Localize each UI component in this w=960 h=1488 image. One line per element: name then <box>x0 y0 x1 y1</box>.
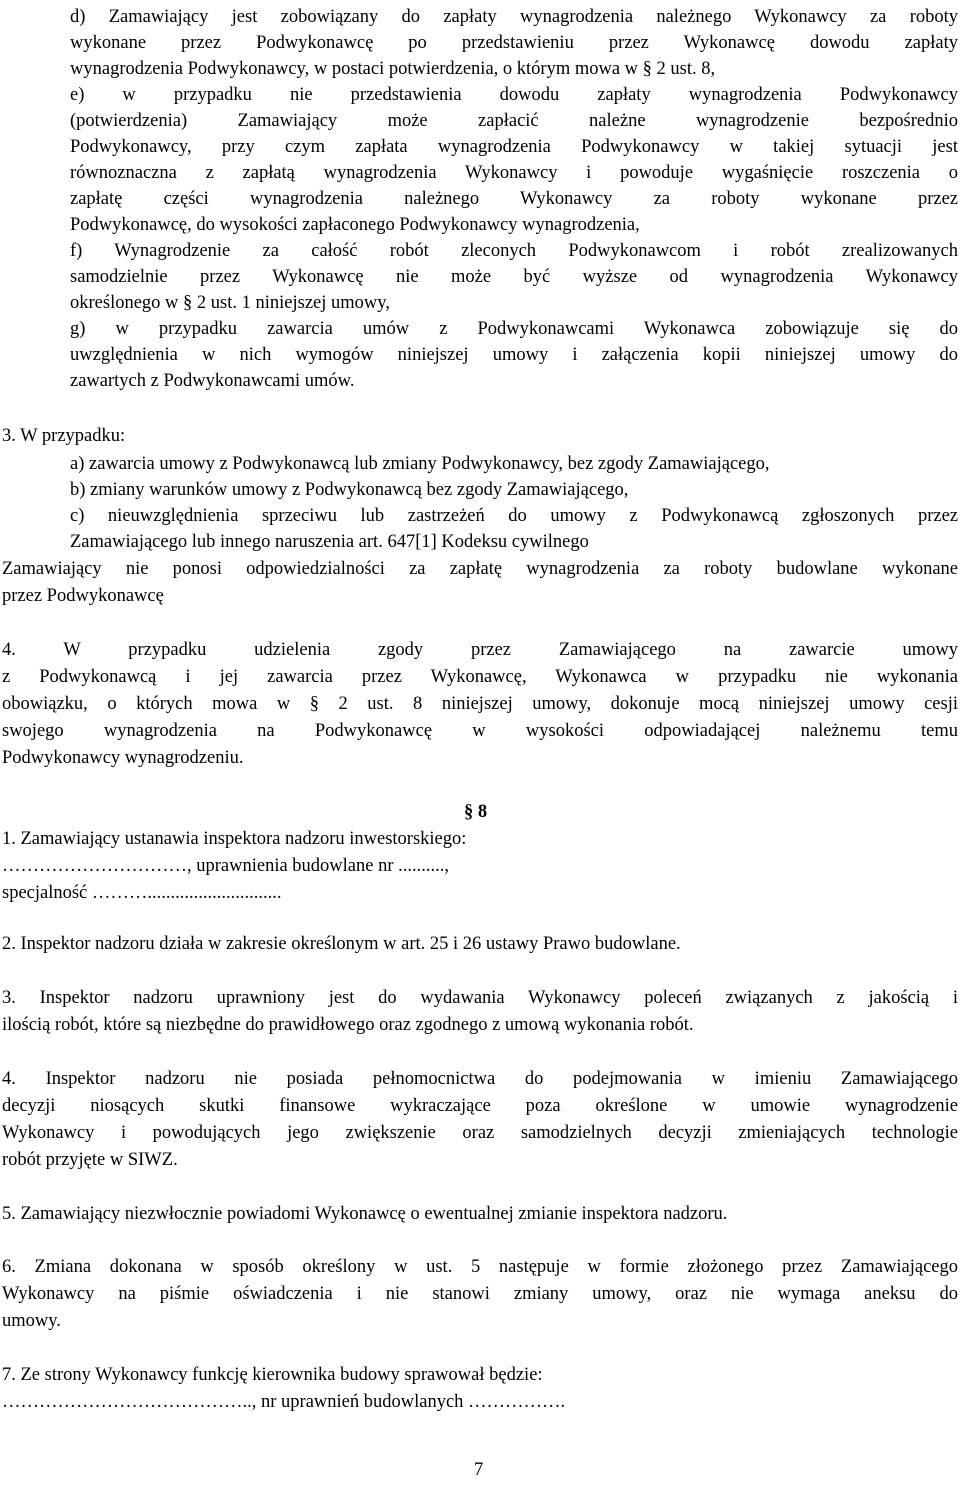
paragraph-line: samodzielnie przez Wykonawcę nie może być wyższe od wynagrodzenia Wykonawcy <box>70 267 958 287</box>
paragraph-line: określonego w § 2 ust. 1 niniejszej umowy, <box>70 293 390 313</box>
paragraph-line: 1. Zamawiający ustanawia inspektora nadzoru inwestorskiego: <box>2 829 467 849</box>
paragraph-line: 7. Ze strony Wykonawcy funkcję kierownika budowy sprawował będzie: <box>2 1365 543 1385</box>
paragraph-line: uwzględnienia w nich wymogów niniejszej umowy i załączenia kopii niniejszej umowy do <box>70 345 958 365</box>
paragraph-line: Podwykonawcę, do wysokości zapłaconego Podwykonawcy wynagrodzenia, <box>70 215 640 235</box>
paragraph-line: wynagrodzenia Podwykonawcy, w postaci potwierdzenia, o którym mowa w § 2 ust. 8, <box>70 59 716 79</box>
paragraph-line: zapłatę części wynagrodzenia należnego Wykonawcy za roboty wykonane przez <box>70 189 958 209</box>
paragraph-line: zawartych z Podwykonawcami umów. <box>70 371 355 391</box>
paragraph-line: f) Wynagrodzenie za całość robót zleconych Podwykonawcom i robót zrealizowanych <box>70 241 958 261</box>
paragraph-line: Wykonawcy na piśmie oświadczenia i nie stanowi zmiany umowy, oraz nie wymaga aneksu do <box>2 1284 958 1304</box>
paragraph-line: Podwykonawcy, przy czym zapłata wynagrodzenia Podwykonawcy w takiej sytuacji jest <box>70 137 958 157</box>
paragraph-line: 5. Zamawiający niezwłocznie powiadomi Wykonawcę o ewentualnej zmianie inspektora nadzoru. <box>2 1204 728 1224</box>
paragraph-line: c) nieuwzględnienia sprzeciwu lub zastrzeżeń do umowy z Podwykonawcą zgłoszonych przez <box>70 506 958 526</box>
paragraph-line: przez Podwykonawcę <box>2 586 164 606</box>
paragraph-line: z Podwykonawcą i jej zawarcia przez Wykonawcę, Wykonawca w przypadku nie wykonania <box>2 667 958 687</box>
paragraph-line: (potwierdzenia) Zamawiający może zapłacić należne wynagrodzenie bezpośrednio <box>70 111 958 131</box>
paragraph-line: 2. Inspektor nadzoru działa w zakresie określonym w art. 25 i 26 ustawy Prawo budowlane. <box>2 934 681 954</box>
page-number: 7 <box>474 1460 484 1480</box>
paragraph-line: a) zawarcia umowy z Podwykonawcą lub zmiany Podwykonawcy, bez zgody Zamawiającego, <box>70 454 770 474</box>
paragraph-line: Podwykonawcy wynagrodzeniu. <box>2 748 244 768</box>
paragraph-line: umowy. <box>2 1311 61 1331</box>
paragraph-line: ………………………………….., nr uprawnień budowlanych ……………. <box>2 1392 566 1412</box>
paragraph-line: d) Zamawiający jest zobowiązany do zapłaty wynagrodzenia należnego Wykonawcy za roboty <box>70 7 958 27</box>
paragraph-line: Zamawiający nie ponosi odpowiedzialności za zapłatę wynagrodzenia za roboty budowlane wykonane <box>2 559 958 579</box>
paragraph-line: 4. Inspektor nadzoru nie posiada pełnomocnictwa do podejmowania w imieniu Zamawiającego <box>2 1069 958 1089</box>
paragraph-line: e) w przypadku nie przedstawienia dowodu zapłaty wynagrodzenia Podwykonawcy <box>70 85 958 105</box>
paragraph-line: 4. W przypadku udzielenia zgody przez Zamawiającego na zawarcie umowy <box>2 640 958 660</box>
paragraph-line: decyzji niosących skutki finansowe wykraczające poza określone w umowie wynagrodzenie <box>2 1096 958 1116</box>
paragraph-line: …………………………, uprawnienia budowlane nr .........., <box>2 856 450 876</box>
paragraph-line: 6. Zmiana dokonana w sposób określony w ust. 5 następuje w formie złożonego przez Zamawiającego <box>2 1257 958 1277</box>
paragraph-line: 3. Inspektor nadzoru uprawniony jest do wydawania Wykonawcy poleceń związanych z jakością i <box>2 988 958 1008</box>
paragraph-line: g) w przypadku zawarcia umów z Podwykonawcami Wykonawca zobowiązuje się do <box>70 319 958 339</box>
paragraph-line: ilością robót, które są niezbędne do prawidłowego oraz zgodnego z umową wykonania robót. <box>2 1015 694 1035</box>
paragraph-line: Zamawiającego lub innego naruszenia art. 647[1] Kodeksu cywilnego <box>70 532 589 552</box>
paragraph-line: równoznaczna z zapłatą wynagrodzenia Wykonawcy i powoduje wygaśnięcie roszczenia o <box>70 163 958 183</box>
paragraph-line: robót przyjęte w SIWZ. <box>2 1150 178 1170</box>
paragraph-line: swojego wynagrodzenia na Podwykonawcę w wysokości odpowiadającej należnemu temu <box>2 721 958 741</box>
section-heading: § 8 <box>464 802 488 822</box>
paragraph-line: specjalność ………............................. <box>2 883 282 903</box>
paragraph-line: wykonane przez Podwykonawcę po przedstawieniu przez Wykonawcę dowodu zapłaty <box>70 33 958 53</box>
paragraph-line: Wykonawcy i powodujących jego zwiększenie oraz samodzielnych decyzji zmieniających technologie <box>2 1123 958 1143</box>
paragraph-line: 3. W przypadku: <box>2 426 126 446</box>
paragraph-line: obowiązku, o których mowa w § 2 ust. 8 niniejszej umowy, dokonuje mocą niniejszej umowy cesji <box>2 694 958 714</box>
paragraph-line: b) zmiany warunków umowy z Podwykonawcą bez zgody Zamawiającego, <box>70 480 629 500</box>
